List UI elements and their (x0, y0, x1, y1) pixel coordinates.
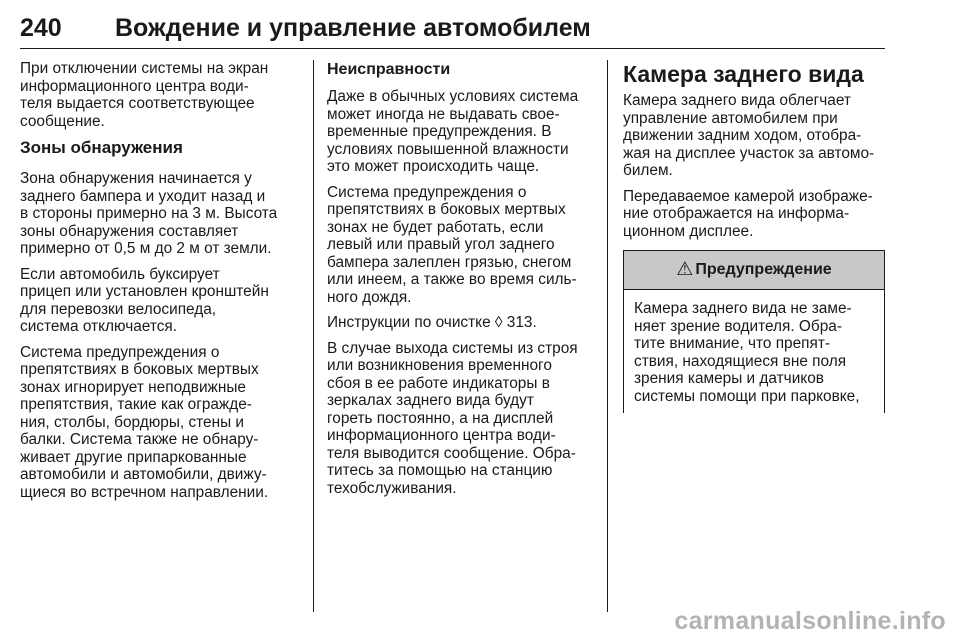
paragraph: Зона обнаружения начинается у заднего бампера и уходит назад и в стороны примерно на 3 м. Высота зоны обнаружения составляет примерно от 0,5 м до 2 м от земли. (20, 170, 278, 257)
column-divider (313, 60, 314, 612)
section-heading-camera: Камера заднего вида (623, 61, 864, 87)
column-middle (327, 60, 605, 505)
paragraph: Система предупреждения о препятствиях в боковых мертвых зонах игнорирует неподвижные препятствия, такие как огражде- ния, столбы, бордюры, стены и балки. Система также не обнару- живает другие припаркованные автомобили и автомобили, движу- щиеся во встречном направлении. (20, 343, 269, 501)
paragraph: Если автомобиль буксирует прицеп или установлен кронштейн для перевозки велосипеда, система отключается. (20, 265, 269, 335)
paragraph: Передаваемое камерой изображе- ние отображается на информа- ционном дисплее. (623, 187, 873, 240)
page-header (20, 8, 885, 49)
section-heading-faults: Неисправности (327, 61, 451, 78)
page-title: Вождение и управление автомобилем (115, 14, 591, 42)
page-number: 240 (20, 14, 62, 42)
warning-triangle-icon: ⚠ (676, 259, 694, 281)
warning-box (623, 250, 885, 413)
warning-text: Камера заднего вида не заме- няет зрение водителя. Обра- тите внимание, что препят- ствия, находящиеся вне поля зрения камеры и датчиков системы помощи при парковке, (634, 300, 860, 405)
paragraph: Система предупреждения о препятствиях в боковых мертвых зонах не будет работать, если левый или правый угол заднего бампера залеплен грязью, снегом или инеем, а также во время силь- ного дождя. (327, 183, 577, 306)
warning-header (624, 251, 884, 290)
section-heading-zones: Зоны обнаружения (20, 138, 183, 157)
column-divider (607, 60, 608, 612)
warning-title: Предупреждение (695, 261, 832, 279)
paragraph: Камера заднего вида облегчает управление автомобилем при движении задним ходом, отобра- жая на дисплее участок за автомо- билем. (623, 92, 875, 179)
paragraph: В случае выхода системы из строя или возникновения временного сбоя в ее работе индикаторы в зеркалах заднего вида будут гореть постоянно, а на дисплей информационного центра води- теля выводится сообщение. Обра- титесь за помощью на станцию техобслуживания. (327, 339, 578, 497)
paragraph: Даже в обычных условиях система может иногда не выдавать свое- временные предупреждения. В условиях повышенной влажности это может происходить чаще. (327, 88, 579, 175)
column-left (20, 60, 302, 509)
intro-paragraph: При отключении системы на экран информационного центра води- теля выдается соответствующее сообщение. (20, 60, 269, 130)
cleaning-reference: Инструкции по очистке ◊ 313. (327, 314, 537, 331)
watermark: carmanualsonline.info (674, 607, 946, 635)
column-right (623, 60, 885, 413)
